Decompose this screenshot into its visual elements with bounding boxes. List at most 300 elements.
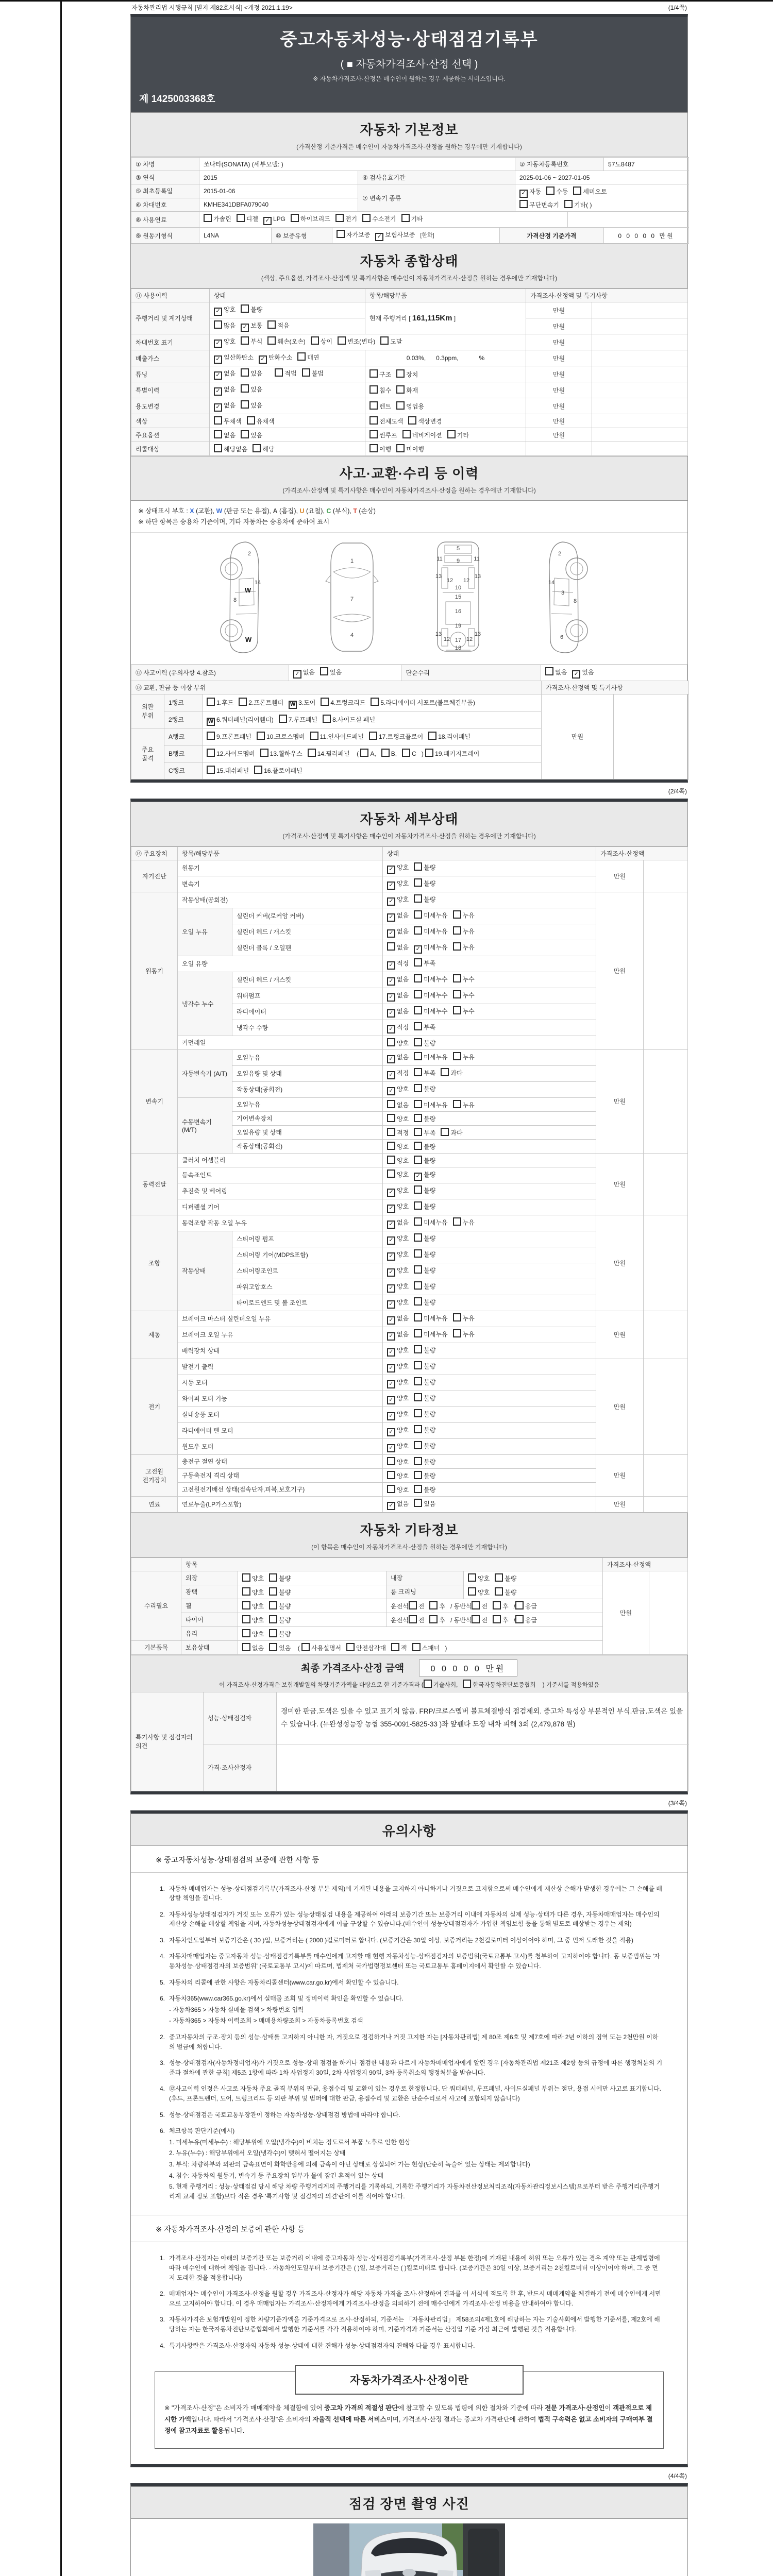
checkbox-option (387, 1069, 409, 1079)
state-options (210, 414, 365, 428)
diagram-panel-number: 2 (247, 550, 251, 557)
checkbox: ✓ (387, 1348, 395, 1357)
car-side-right-view (548, 542, 587, 653)
notice-item-main: 성능·상태점검자(자동차정비업자)가 거짓으로 성능·상태 점검을 하거나 점검한 내용과 다르게 자동차매매업자에게 알린 경우 [자동차관리법 제21조 제2항 등의 규정에 따른 행정처분의 기준과 절차에 관한 규칙] 제5조 1항에 따라 1차 사업정지 30일, 2차 사업정지 90일, 3차 등록취소의 행정처분을 받습니다. (169, 2059, 663, 2076)
rank-label: 1랭크 (164, 694, 203, 711)
price-note-cell (592, 414, 688, 428)
checkbox-option (387, 1314, 409, 1325)
title-bar (131, 17, 687, 112)
device-state (383, 1422, 596, 1438)
checkbox-option (414, 1345, 435, 1354)
checkbox-option (279, 714, 317, 726)
checkbox-option (519, 200, 559, 209)
notice-item-number: 3. (159, 2316, 165, 2324)
option-label: 기타 (457, 432, 469, 439)
option-label: 불량 (424, 1157, 436, 1164)
checkbox-option (414, 1233, 435, 1243)
checkbox: ✓ (387, 1364, 395, 1372)
checkbox: ✓ (387, 1300, 395, 1309)
checkbox (453, 1217, 461, 1226)
price-unit-cell: 만원 (596, 892, 644, 1049)
checkbox (267, 336, 276, 345)
etc-item-label: 휠 (181, 1599, 238, 1613)
option-label: 없음 (397, 1053, 409, 1061)
checkbox-option (414, 1006, 447, 1015)
option-label: 없음 (252, 1644, 264, 1652)
checkbox: ✓ (214, 387, 222, 396)
notice-item-sub: 3. 부식: 차량하부와 외판의 금속표면이 화학반응에 의해 금속이 아닌 상태로 상실되어 가는 현상(단순히 녹슬어 있는 상태는 제외합니다) (169, 2160, 530, 2168)
diagram-repair-mark: W (244, 586, 251, 594)
checkbox (429, 1615, 438, 1623)
checkbox (453, 990, 461, 998)
option-label: 없음 (397, 1314, 409, 1322)
checkbox-option (453, 1217, 475, 1227)
checkbox (546, 187, 554, 195)
etc-item-label: 외장 (181, 1571, 238, 1585)
checkbox (409, 1615, 417, 1623)
checkbox-option (214, 444, 247, 453)
checkbox-option (441, 1068, 462, 1077)
option-label: 없음 (397, 1101, 409, 1109)
checkbox-option (412, 1643, 440, 1652)
checkbox-option (414, 1185, 435, 1195)
car-diagram-svg (198, 537, 620, 656)
checkbox-option (337, 230, 370, 239)
checkbox-option (429, 1615, 445, 1624)
mileage-suffix: ] (452, 315, 456, 322)
option-label: 미세누수 (424, 991, 448, 999)
usage-label: 차대번호 표기 (131, 334, 210, 350)
table-row (131, 414, 688, 428)
repair-group-label: 수리필요 (131, 1571, 181, 1640)
checkbox-option (453, 1329, 475, 1338)
checkbox-option (387, 1053, 409, 1063)
checkbox (360, 749, 368, 757)
etc-table (131, 1557, 688, 1655)
option-label: 없음 (303, 668, 315, 676)
item-cell (365, 428, 526, 442)
device-item: 작동상태(공회전) (232, 1139, 383, 1153)
option-label: 불량 (424, 1472, 436, 1480)
checkbox-option (387, 863, 409, 874)
option-label: 불량 (279, 1616, 291, 1624)
checkbox (414, 1068, 422, 1076)
checkbox (387, 1485, 395, 1493)
definition-text-segment: 이 (604, 2404, 613, 2412)
checkbox-option (387, 1499, 409, 1510)
checkbox (414, 1185, 422, 1194)
checkbox (387, 1457, 395, 1465)
checkbox (414, 1297, 422, 1306)
checkbox (453, 1313, 461, 1321)
option-label: 도말 (390, 338, 402, 345)
checkbox (414, 990, 422, 998)
checkbox: ✓ (387, 977, 395, 986)
checkbox (381, 749, 390, 757)
checkbox (369, 416, 378, 425)
checkbox-option (414, 862, 435, 872)
checkbox (387, 942, 395, 951)
price-note-cell (592, 428, 688, 442)
accident-history-table (131, 665, 687, 681)
checkbox-option (387, 1084, 409, 1095)
checkbox-option (308, 748, 350, 760)
price-note-cell (592, 318, 688, 334)
option-label: 디젤 (246, 215, 258, 223)
device-item: 오일 유량 (178, 956, 383, 972)
engine-warranty-table (131, 227, 689, 244)
checkbox-option (414, 1156, 435, 1165)
price-unit-cell: 만원 (596, 1454, 644, 1496)
checkbox-option (242, 1629, 264, 1638)
option-label: 미세누수 (424, 1007, 448, 1015)
option-label: 누유 (462, 1218, 475, 1226)
paren-close: ) (445, 1644, 447, 1652)
option-label: 가솔린 (213, 215, 231, 223)
checkbox (453, 1100, 461, 1108)
legend-text: ※ 상태표시 부호 : (138, 507, 190, 515)
notice-item-main: 성능·상태점검은 국토교통부장관이 정하는 자동차성능·상태점검 방법에 따라야 합니다. (169, 2111, 400, 2119)
checkbox-option (414, 1409, 435, 1418)
notice-item-text (169, 2315, 663, 2334)
basic-info-title: 자동차 기본정보 (360, 122, 459, 138)
definition-text-segment: 객관적으로 제시한 가액 (164, 2404, 652, 2423)
checkbox: ✓ (387, 1236, 395, 1245)
checkbox-option (321, 697, 365, 709)
device-item: 실내송풍 모터 (178, 1406, 383, 1422)
checkbox-option (387, 975, 409, 986)
etc-subtitle: (이 항목은 매수인이 자동차가격조사·산정을 원하는 경우에만 기재합니다) (311, 1543, 507, 1551)
device-sub-label: 수동변속기 (M/T) (178, 1097, 232, 1153)
page-marker-2: (2/4쪽) (668, 787, 687, 795)
diagram-panel-number: 11 (436, 555, 443, 562)
checkbox (253, 444, 261, 452)
option-label: 있음 (250, 402, 263, 409)
option-label: 불량 (279, 1630, 291, 1638)
device-item: 동력조향 작동 오일 누유 (178, 1215, 383, 1231)
checkbox-option (214, 337, 236, 348)
price-note-cell (644, 1496, 688, 1512)
option-label: 누수 (462, 975, 475, 983)
checkbox-option (269, 1643, 291, 1652)
checkbox (396, 369, 405, 378)
checkbox-option (387, 1426, 409, 1436)
panel-group-label: 외판 부위 (131, 694, 164, 728)
checkbox (369, 430, 378, 438)
diagram-panel-number: 16 (455, 608, 462, 615)
detail-table (131, 846, 688, 1513)
price-unit-cell: 만원 (526, 334, 592, 350)
checkbox-option (387, 1007, 409, 1018)
simple-repair-options (541, 665, 687, 681)
checkbox-option (338, 336, 375, 346)
checkbox-option (204, 214, 231, 223)
repair-mark-checkbox: W (207, 718, 215, 726)
notice-item (152, 2032, 663, 2052)
checkbox: ✓ (387, 1252, 395, 1261)
device-state (383, 892, 596, 908)
checkbox-option (387, 1394, 409, 1404)
device-item: 디퍼렌셜 기어 (178, 1199, 383, 1215)
checkbox (257, 732, 265, 740)
table-row (131, 302, 688, 318)
device-state (383, 1004, 596, 1020)
checkbox (414, 894, 422, 903)
price-unit-cell: 만원 (596, 1215, 644, 1311)
device-state (383, 1049, 596, 1065)
checkbox (414, 1457, 422, 1465)
device-state (383, 924, 596, 940)
table-row (131, 681, 689, 694)
option-label: 스패너 (422, 1644, 440, 1652)
option-label: 불량 (424, 1115, 436, 1123)
repair-mark-checkbox: W (289, 701, 297, 709)
device-item: 실린더 헤드 / 개스킷 (232, 972, 383, 988)
notice-item-number: 1. (159, 1885, 165, 1892)
checkbox-option (241, 430, 262, 439)
price-note-cell (644, 1311, 688, 1359)
option-label: 과다 (450, 1129, 463, 1137)
checkbox-option (414, 1313, 447, 1323)
option-label: 양호 (397, 1298, 409, 1306)
notice-item-main: 가격조사·산정자는 아래의 보증기간 또는 보증거리 이내에 중고자동차 성능·상태점검기록부(가격조사·산정 부분 한정)에 기재된 내용에 허위 또는 오류가 있는 경우 계약 또는 관계법령에 따라 매수인에 대하여 책임을 집니다. · 자동차인도일부터 보증기간은 ( )일, 보증거리는 ( )킬로미터로 합니다. (보증기간은 30일 이상, 보증거리는 2천킬로미터 이상이어야 하며, 그 중 먼저 도래한 것을 적용합니다) (169, 2255, 660, 2281)
text-segment: 운전석 (391, 1616, 409, 1624)
checkbox (414, 1038, 422, 1046)
checkbox-option (207, 765, 249, 777)
price-unit-cell: 만원 (596, 1049, 644, 1153)
notice-item-sub: 5. 현재 주행거리 : 성능·상태점검 당시 해당 차량 주행거리계의 주행거리를 기록하되, 기록한 주행거리가 자동차전산정보처리조직(자동차관리정보시스템)으로부터 받은 주행거리(주행거리계 교체 정보 포함)보다 적은 경우 '특기사항 및 점검자의 의견'란에 이를 적어야 합니다. (169, 2183, 660, 2200)
option-label: 누유 (462, 1053, 475, 1061)
option-label: 없음 (397, 927, 409, 935)
option-label: 있음 (424, 1500, 436, 1507)
option-label: 썬루프 (379, 432, 397, 439)
text-segment: 운전석 (391, 1602, 409, 1610)
option-label: 불량 (424, 1346, 436, 1354)
device-item: 라디에이터 (232, 1004, 383, 1020)
checkbox (242, 1643, 250, 1651)
usage-label: 주요옵션 (131, 428, 210, 442)
checkbox: ✓ (387, 1332, 395, 1341)
price-unit-cell: 만원 (603, 1571, 649, 1654)
checkbox (346, 1643, 355, 1651)
option-label: 침수 (379, 387, 392, 394)
checkbox (267, 320, 276, 329)
checkbox-option (414, 910, 447, 920)
definition-text-segment: 됩니다. (224, 2427, 245, 2434)
checkbox (387, 1156, 395, 1164)
device-state (383, 1263, 596, 1279)
checkbox-option (369, 430, 397, 439)
option-label: 양호 (397, 1250, 409, 1258)
diagram-panel-number: 12 (463, 577, 470, 584)
etc-item-label: 내장 (386, 1571, 464, 1585)
checkbox-option (289, 697, 315, 709)
price-unit-cell: 만원 (526, 414, 592, 428)
checkbox-option (519, 187, 541, 198)
checkbox (414, 1377, 422, 1385)
option-label: 6.쿼터패널(리어휀더) (216, 716, 274, 723)
option-label: 전 (418, 1602, 425, 1610)
device-state (383, 1327, 596, 1343)
device-state (383, 972, 596, 988)
checkbox (242, 1629, 250, 1637)
device-state (383, 1065, 596, 1081)
option-label: 미세누수 (424, 975, 448, 983)
rank-items (203, 694, 542, 711)
option-label: 불량 (424, 1486, 436, 1494)
price-unit-cell (526, 442, 592, 456)
option-label: 적음 (277, 322, 290, 329)
checkbox-option (267, 320, 289, 330)
checkbox (338, 336, 346, 345)
definition-text-segment: 법적 구속력은 없고 소비자의 구매여부 결정에 참고자료로 활용 (164, 2415, 653, 2434)
etc-position-options (386, 1599, 603, 1613)
option-label: 불량 (279, 1588, 291, 1596)
option-label: 불량 (424, 1282, 436, 1290)
legend-text: (판금 또는 용접), (222, 507, 273, 515)
checkbox (414, 1425, 422, 1433)
detail-header-row (131, 846, 688, 860)
status-mark-legend (138, 506, 680, 517)
checkbox-option (269, 1615, 291, 1624)
checkbox-option (493, 1615, 509, 1624)
checkbox (214, 416, 222, 425)
checkbox-option (414, 943, 447, 954)
checkbox-option (572, 668, 594, 679)
checkbox-option (414, 1100, 447, 1109)
warranty-options (332, 228, 500, 244)
table-row (131, 1692, 689, 1744)
option-label: 부족 (424, 959, 436, 967)
checkbox: ✓ (387, 866, 395, 874)
etc-col-item: 항목 (181, 1557, 603, 1571)
notice-item (152, 1884, 663, 1903)
state-options (210, 382, 365, 398)
notice-item-number: 2. (159, 1910, 165, 1918)
option-label: 누유 (462, 1101, 475, 1109)
option-label: 19.패키지트레이 (435, 750, 480, 757)
inspector-label: 성능·상태점검자 (204, 1692, 277, 1744)
device-state (383, 1454, 596, 1468)
device-state (383, 908, 596, 924)
table-row (131, 382, 688, 398)
diagram-panel-number: 9 (456, 557, 460, 564)
device-group-label: 자기진단 (131, 860, 178, 892)
device-item: 윈도우 모터 (178, 1438, 383, 1454)
etc-item-label: 타이어 (181, 1613, 238, 1626)
notice-item-main: ⑫사고이력 인정은 사고로 자동차 주요 골격 부위의 판금, 용접수리 및 교환이 있는 경우로 한정합니다. 단 쿼터패널, 루프패널, 사이드실패널 부위는 절단, 용접 시에만 사고로 표기합니다. (후드, 프론트펜더, 도어, 트렁크리드 등 외판 부위 및 범퍼에 대한 판금, 용접수리 및 교환은 단순수리로서 사고에 포함되지 않습니다) (169, 2085, 661, 2102)
device-state (383, 1167, 596, 1183)
option-label: 양호 (397, 1346, 409, 1354)
option-label: 해당없음 (224, 446, 248, 453)
checkbox (369, 732, 377, 740)
option-label: 4.트렁크리드 (330, 699, 366, 706)
device-group-label: 원동기 (131, 892, 178, 1049)
checkbox-option (468, 1573, 490, 1583)
device-item: 오일누유 (232, 1049, 383, 1065)
etc-item-options (238, 1626, 603, 1640)
diagram-panel-number: 2 (558, 550, 562, 557)
etc-item-options (238, 1571, 386, 1585)
opinion-table (131, 1692, 689, 1791)
device-state (383, 1247, 596, 1263)
device-state (383, 1359, 596, 1375)
checkbox: ✓ (414, 945, 422, 954)
mileage-prefix: 현재 주행거리 [ (369, 315, 412, 322)
option-label: 불량 (424, 1171, 436, 1178)
option-label: 안전삼각대 (356, 1644, 386, 1652)
checkbox-option (414, 1201, 435, 1211)
checkbox (414, 1361, 422, 1369)
checkbox (414, 910, 422, 919)
option-label: 불량 (424, 1143, 436, 1150)
checkbox-option (369, 385, 391, 395)
final-price-label: 최종 가격조사·산정 금액 (300, 1663, 405, 1674)
checkbox-option (425, 748, 479, 760)
device-state (383, 1153, 596, 1167)
notice-item-sub: - 자동차365 > 자동차 실매물 검색 > 차량번호 입력 (169, 2006, 304, 2013)
checkbox-option (414, 1485, 435, 1494)
checkbox-option (387, 1410, 409, 1420)
state-options (210, 398, 365, 414)
checkbox-option (414, 1329, 447, 1338)
checkbox: ✓ (387, 929, 395, 938)
checkbox-option (214, 430, 236, 439)
checkbox (291, 214, 299, 222)
option-label: 15.대쉬패널 (216, 767, 249, 774)
table-row (131, 334, 688, 350)
checkbox (414, 1409, 422, 1417)
notice-item-sub: - 자동차365 > 자동차 이력조회 > 매매용차량조회 > 자동차등록번호 검색 (169, 2017, 363, 2025)
diagram-panel-number: 13 (474, 631, 481, 637)
table-row (131, 350, 688, 366)
inspector-opinion-text: 경미한 판금.도색은 있을 수 있고 표기치 않음. FRP/크로스멤버 볼트체결방식 점검제외. 중고차 특성상 부분적인 부식.판금.도색은 있을 수 있습니다. (뉴완성성능장 농협 355-0091-5825-33 )좌 앞휀다 도장 내차 피해 3회 (2,479,878 원) (277, 1692, 689, 1744)
checkbox (414, 1084, 422, 1092)
device-item: 구동축전지 격리 상태 (178, 1468, 383, 1482)
price-unit-cell: 만원 (596, 1311, 644, 1359)
checkbox-option (414, 990, 447, 999)
option-label: 17.트렁크플로어 (378, 733, 424, 740)
legend-text: (흠집), (277, 507, 300, 515)
price-unit-cell: 만원 (526, 382, 592, 398)
checkbox (495, 1587, 503, 1596)
vin-label: ⑥ 차대번호 (131, 198, 199, 212)
checkbox (269, 1573, 277, 1582)
device-sub-label: 작동상태 (178, 1231, 232, 1311)
checkbox (463, 1680, 471, 1688)
checkbox (311, 336, 319, 345)
checkbox (396, 401, 405, 410)
col-item: 항목/해당부품 (178, 846, 383, 860)
rank-items (203, 762, 542, 779)
checkbox (414, 974, 422, 982)
price-note-cell (644, 1049, 688, 1153)
first-reg-label: ⑤ 최초등록일 (131, 184, 199, 198)
checkbox-option (573, 187, 607, 196)
notice-item-number: 6. (159, 1995, 165, 2003)
checkbox-option (387, 927, 409, 938)
option-label: A, (370, 750, 376, 757)
option-label: 양호 (397, 1202, 409, 1210)
notice-title: 유의사항 (382, 1823, 436, 1839)
legend-text: (요철), (304, 507, 327, 515)
checkbox-option (369, 444, 391, 453)
checkbox-option (495, 1587, 516, 1597)
device-state (383, 1199, 596, 1215)
state-options (210, 428, 365, 442)
checkbox-option (253, 444, 274, 453)
legend-code: A (273, 507, 278, 515)
